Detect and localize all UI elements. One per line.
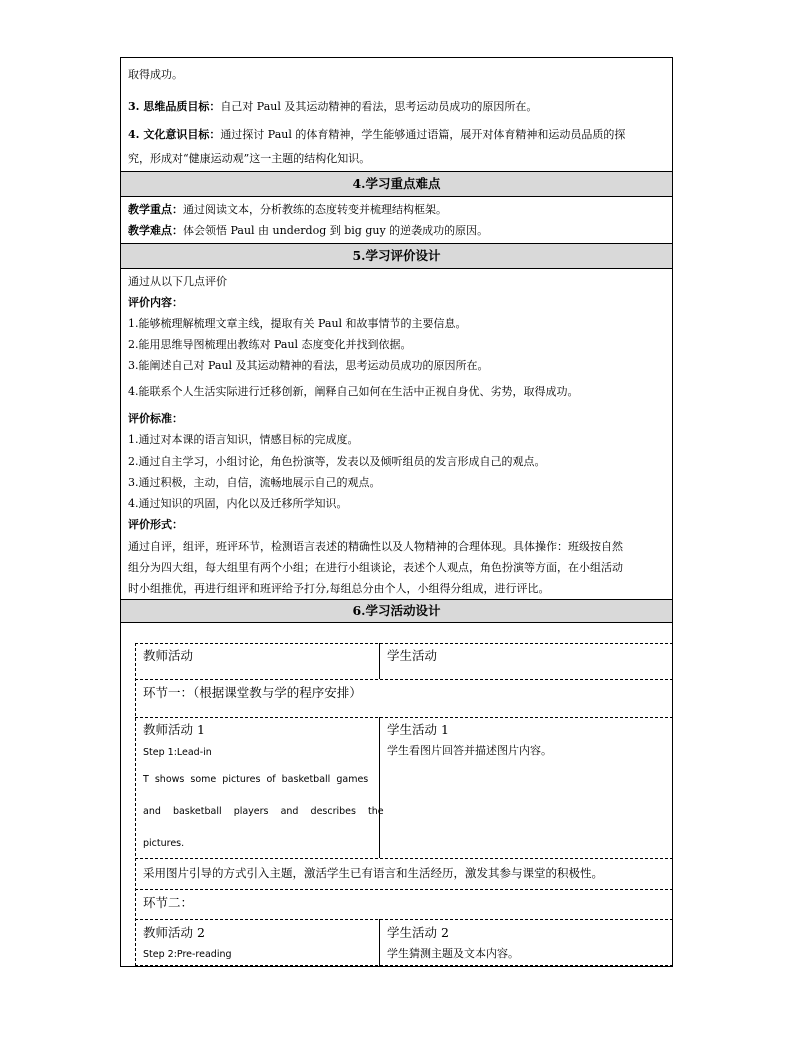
eval-intro: 通过从以下几点评价 xyxy=(128,275,227,288)
key-point-label: 教学重点： xyxy=(128,203,183,216)
eval-standard-item: 1.通过对本课的语言知识，情感目标的完成度。 xyxy=(128,433,359,446)
student-column-header: 学生活动 xyxy=(387,648,438,663)
section-4-header: 4.学习重点难点 xyxy=(121,172,672,196)
eval-form-line: 时小组推优，再进行组评和班评给予打分,每组总分由个人，小组得分组成，进行评比。 xyxy=(128,582,550,595)
section-5-header: 5.学习评价设计 xyxy=(121,244,672,268)
divider xyxy=(121,268,672,269)
student-activity-1-text: 学生看图片回答并描述图片内容。 xyxy=(387,744,552,757)
eval-standard-label: 评价标准： xyxy=(128,412,183,425)
eval-form-label: 评价形式： xyxy=(128,518,183,531)
goal-4-continuation: 究，形成对“健康运动观”这一主题的结构化知识。 xyxy=(128,152,371,165)
stage-1-purpose: 采用图片引导的方式引入主题，激活学生已有语言和生活经历，激发其参与课堂的积极性。 xyxy=(143,866,603,880)
activity-table xyxy=(135,643,673,966)
divider xyxy=(121,196,672,197)
teacher-activity-2-step: Step 2:Pre-reading xyxy=(143,949,232,960)
eval-content-item: 2.能用思维导图梳理出教练对 Paul 态度变化并找到依据。 xyxy=(128,338,412,351)
divider xyxy=(135,679,673,680)
student-activity-1-title: 学生活动 1 xyxy=(387,722,449,737)
goal-4 xyxy=(128,128,625,142)
student-activity-2-text: 学生猜测主题及文本内容。 xyxy=(387,947,519,960)
goal-3-text: 自己对 Paul 及其运动精神的看法，思考运动员成功的原因所在。 xyxy=(220,100,538,113)
eval-form-line: 通过自评，组评，班评环节，检测语言表述的精确性以及人物精神的合理体现。具体操作：班级按自然 xyxy=(128,540,623,553)
goal-3 xyxy=(128,100,537,114)
teacher-activity-1-step: Step 1:Lead-in xyxy=(143,747,212,758)
eval-standard-item: 3.通过积极，主动，自信，流畅地展示自己的观点。 xyxy=(128,476,381,489)
eval-standard-item: 2.通过自主学习，小组讨论，角色扮演等，发表以及倾听组员的发言形成自己的观点。 xyxy=(128,455,546,468)
section-6-header: 6.学习活动设计 xyxy=(121,600,672,622)
teacher-activity-1-title: 教师活动 1 xyxy=(143,722,205,737)
goal-continuation: 取得成功。 xyxy=(128,68,183,81)
difficult-point-text: 体会领悟 Paul 由 underdog 到 big guy 的逆袭成功的原因。 xyxy=(183,224,489,237)
divider xyxy=(135,858,673,859)
goal-3-label: 3. 思维品质目标： xyxy=(128,100,221,113)
eval-content-item: 4.能联系个人生活实际进行迁移创新，阐释自己如何在生活中正视自身优、劣势，取得成功。 xyxy=(128,385,579,398)
divider xyxy=(135,919,673,920)
teacher-activity-1-line: and basketball players and describes the xyxy=(143,806,384,817)
eval-content-item: 1.能够梳理解梳理文章主线，提取有关 Paul 和故事情节的主要信息。 xyxy=(128,317,467,330)
divider xyxy=(379,717,380,858)
eval-content-item: 3.能阐述自己对 Paul 及其运动精神的看法，思考运动员成功的原因所在。 xyxy=(128,359,489,372)
eval-form-line: 组分为四大组，每大组里有两个小组；在进行小组谈论，表述个人观点，角色扮演等方面，在小组活动 xyxy=(128,561,623,574)
difficult-point xyxy=(128,224,488,238)
teacher-activity-1-line: pictures. xyxy=(143,838,185,849)
divider xyxy=(135,717,673,718)
divider xyxy=(379,919,380,966)
teacher-activity-1-line: T shows some pictures of basketball games xyxy=(143,774,369,785)
divider xyxy=(135,889,673,890)
teacher-activity-2-title: 教师活动 2 xyxy=(143,925,205,940)
divider xyxy=(121,622,672,623)
difficult-point-label: 教学难点： xyxy=(128,224,183,237)
student-activity-2-title: 学生活动 2 xyxy=(387,925,449,940)
teacher-column-header: 教师活动 xyxy=(143,648,194,663)
key-point xyxy=(128,203,447,217)
eval-content-label: 评价内容： xyxy=(128,296,183,309)
key-point-text: 通过阅读文本，分析教练的态度转变并梳理结构框架。 xyxy=(183,203,447,216)
stage-2-title: 环节二： xyxy=(143,895,194,910)
goal-4-text: 通过探讨 Paul 的体育精神，学生能够通过语篇，展开对体育精神和运动员品质的探 xyxy=(220,128,626,141)
divider xyxy=(379,643,380,679)
stage-1-title: 环节一：（根据课堂教与学的程序安排） xyxy=(143,685,362,700)
goal-4-label: 4. 文化意识目标： xyxy=(128,128,221,141)
eval-standard-item: 4.通过知识的巩固，内化以及迁移所学知识。 xyxy=(128,497,348,510)
